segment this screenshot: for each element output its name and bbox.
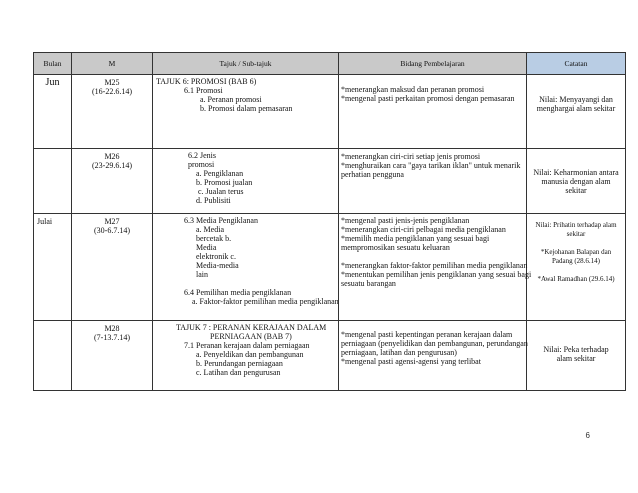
week-cell (72, 214, 153, 321)
learning-area-cell (339, 321, 527, 391)
topic-line: Media-media (196, 261, 239, 270)
week-label: M27 (104, 217, 120, 226)
learning-line: perhatian pengguna (341, 170, 404, 179)
learning-line: *mengenal pasti kepentingan peranan kerajaan dalam (341, 330, 513, 339)
bulan-cell (34, 321, 72, 391)
header-minggu: M (72, 53, 153, 75)
table-row (34, 321, 626, 391)
week-cell (72, 149, 153, 214)
notes-line: menghargai alam sekitar (536, 104, 616, 113)
learning-line: *mengenal pasti perkaitan promosi dengan pemasaran (341, 94, 515, 103)
learning-line: *mengenal pasti jenis-jenis pengiklanan (341, 216, 470, 225)
topic-line: d. Publisiti (196, 196, 231, 205)
topic-line: 6.2 Jenis (188, 151, 216, 160)
header-tajuk: Tajuk / Sub-tajuk (153, 53, 339, 75)
topic-line: PERNIAGAAN (BAB 7) (210, 332, 292, 341)
topic-line: a. Penyeldikan dan pembangunan (196, 350, 304, 359)
topic-line: elektronik c. (196, 252, 236, 261)
topic-line: TAJUK 6: PROMOSI (BAB 6) (156, 77, 257, 86)
week-cell (72, 321, 153, 391)
learning-line: *menerangkan maksud dan peranan promosi (341, 85, 485, 94)
topic-line: 6.4 Pemilihan media pengiklanan (184, 288, 292, 297)
header-bidang: Bidang Pembelajaran (339, 53, 527, 75)
topic-cell (153, 75, 339, 149)
topic-line: c. Latihan dan pengurusan (196, 368, 281, 377)
notes-line: Nilai: Menyayangi dan (539, 95, 613, 104)
notes-line: alam sekitar (556, 354, 596, 363)
topic-line: lain (196, 270, 208, 279)
notes-line: Nilai: Peka terhadap (543, 345, 609, 354)
learning-line: perniagaan, latihan dan pengurusan) (341, 348, 457, 357)
week-label: M28 (104, 324, 120, 333)
notes-cell (527, 214, 626, 321)
notes-spacer (531, 266, 621, 275)
topic-line: Media (196, 243, 217, 252)
week-label: M25 (104, 78, 120, 87)
notes-line: *Kejohanan Balapan dan (540, 248, 612, 256)
week-label: M26 (104, 152, 120, 161)
notes-cell (527, 149, 626, 214)
bulan-cell: Jun (34, 75, 72, 149)
learning-line: sesuatu barangan (341, 279, 396, 288)
topic-line: 6.1 Promosi (184, 86, 223, 95)
table-row (34, 214, 626, 321)
table-header-row (34, 53, 626, 75)
learning-line: *menerangkan ciri-ciri setiap jenis promosi (341, 152, 481, 161)
topic-spacer (156, 279, 338, 288)
topic-line: promosi (188, 160, 215, 169)
learning-line: mempromosikan sesuatu keluaran (341, 243, 450, 252)
header-catatan: Catatan (527, 53, 626, 75)
table-row (34, 75, 626, 149)
topic-line: bercetak b. (196, 234, 232, 243)
learning-line: *menentukan pemilihan jenis pengiklanan yang sesuai bagi (341, 270, 532, 279)
bulan-cell (34, 149, 72, 214)
notes-line: manusia dengan alam (541, 177, 611, 186)
learning-line: *menerangkan ciri-ciri pelbagai media pengiklanan (341, 225, 506, 234)
topic-line: b. Promosi dalam pemasaran (200, 104, 293, 113)
topic-line: 7.1 Peranan kerajaan dalam perniagaan (184, 341, 310, 350)
learning-line: *mengenal pasti agensi-agensi yang terlibat (341, 357, 481, 366)
learning-line: *memilih media pengiklanan yang sesuai bagi (341, 234, 490, 243)
topic-cell (153, 149, 339, 214)
learning-line: *menghuraikan cara "gaya tarikan iklan" untuk menarik (341, 161, 521, 170)
learning-spacer (341, 252, 526, 261)
topic-line: b. Perundangan perniagaan (196, 359, 283, 368)
page-number: 6 (585, 431, 590, 440)
week-dates: (23-29.6.14) (92, 161, 132, 170)
topic-cell (153, 214, 339, 321)
topic-line: b. Promosi jualan (196, 178, 253, 187)
notes-line: *Awal Ramadhan (29.6.14) (537, 275, 615, 283)
teaching-plan-table (33, 52, 626, 391)
topic-line: a. Media (196, 225, 224, 234)
learning-area-cell (339, 149, 527, 214)
topic-line: 6.3 Media Pengiklanan (184, 216, 258, 225)
topic-line: TAJUK 7 : PERANAN KERAJAAN DALAM (176, 323, 327, 332)
notes-spacer (531, 239, 621, 248)
week-dates: (16-22.6.14) (92, 87, 132, 96)
learning-area-cell (339, 75, 527, 149)
topic-line: a. Peranan promosi (200, 95, 262, 104)
notes-line: Padang (28.6.14) (551, 257, 601, 265)
week-cell (72, 75, 153, 149)
table-row (34, 149, 626, 214)
week-dates: (7-13.7.14) (94, 333, 130, 342)
notes-line: sekitar (566, 230, 586, 238)
header-bulan: Bulan (34, 53, 72, 75)
learning-line: *menerangkan faktor-faktor pemilihan media pengiklanan (341, 261, 528, 270)
week-dates: (30-6.7.14) (94, 226, 130, 235)
notes-line: Nilai: Prihatin terhadap alam (535, 221, 617, 229)
topic-line: c. Jualan terus (198, 187, 244, 196)
notes-line: Nilai: Keharmonian antara (533, 168, 619, 177)
notes-line: sekitar (565, 186, 587, 195)
topic-line: a. Pengiklanan (196, 169, 244, 178)
learning-area-cell (339, 214, 532, 321)
notes-cell (527, 75, 626, 149)
topic-line: a. Faktor-faktor pemilihan media pengiklanan (192, 297, 339, 306)
notes-cell (527, 321, 626, 391)
topic-cell (153, 321, 339, 391)
bulan-cell: Julai (34, 214, 72, 321)
learning-line: perniagaan (penyelidikan dan pembangunan, perundangan (341, 339, 528, 348)
